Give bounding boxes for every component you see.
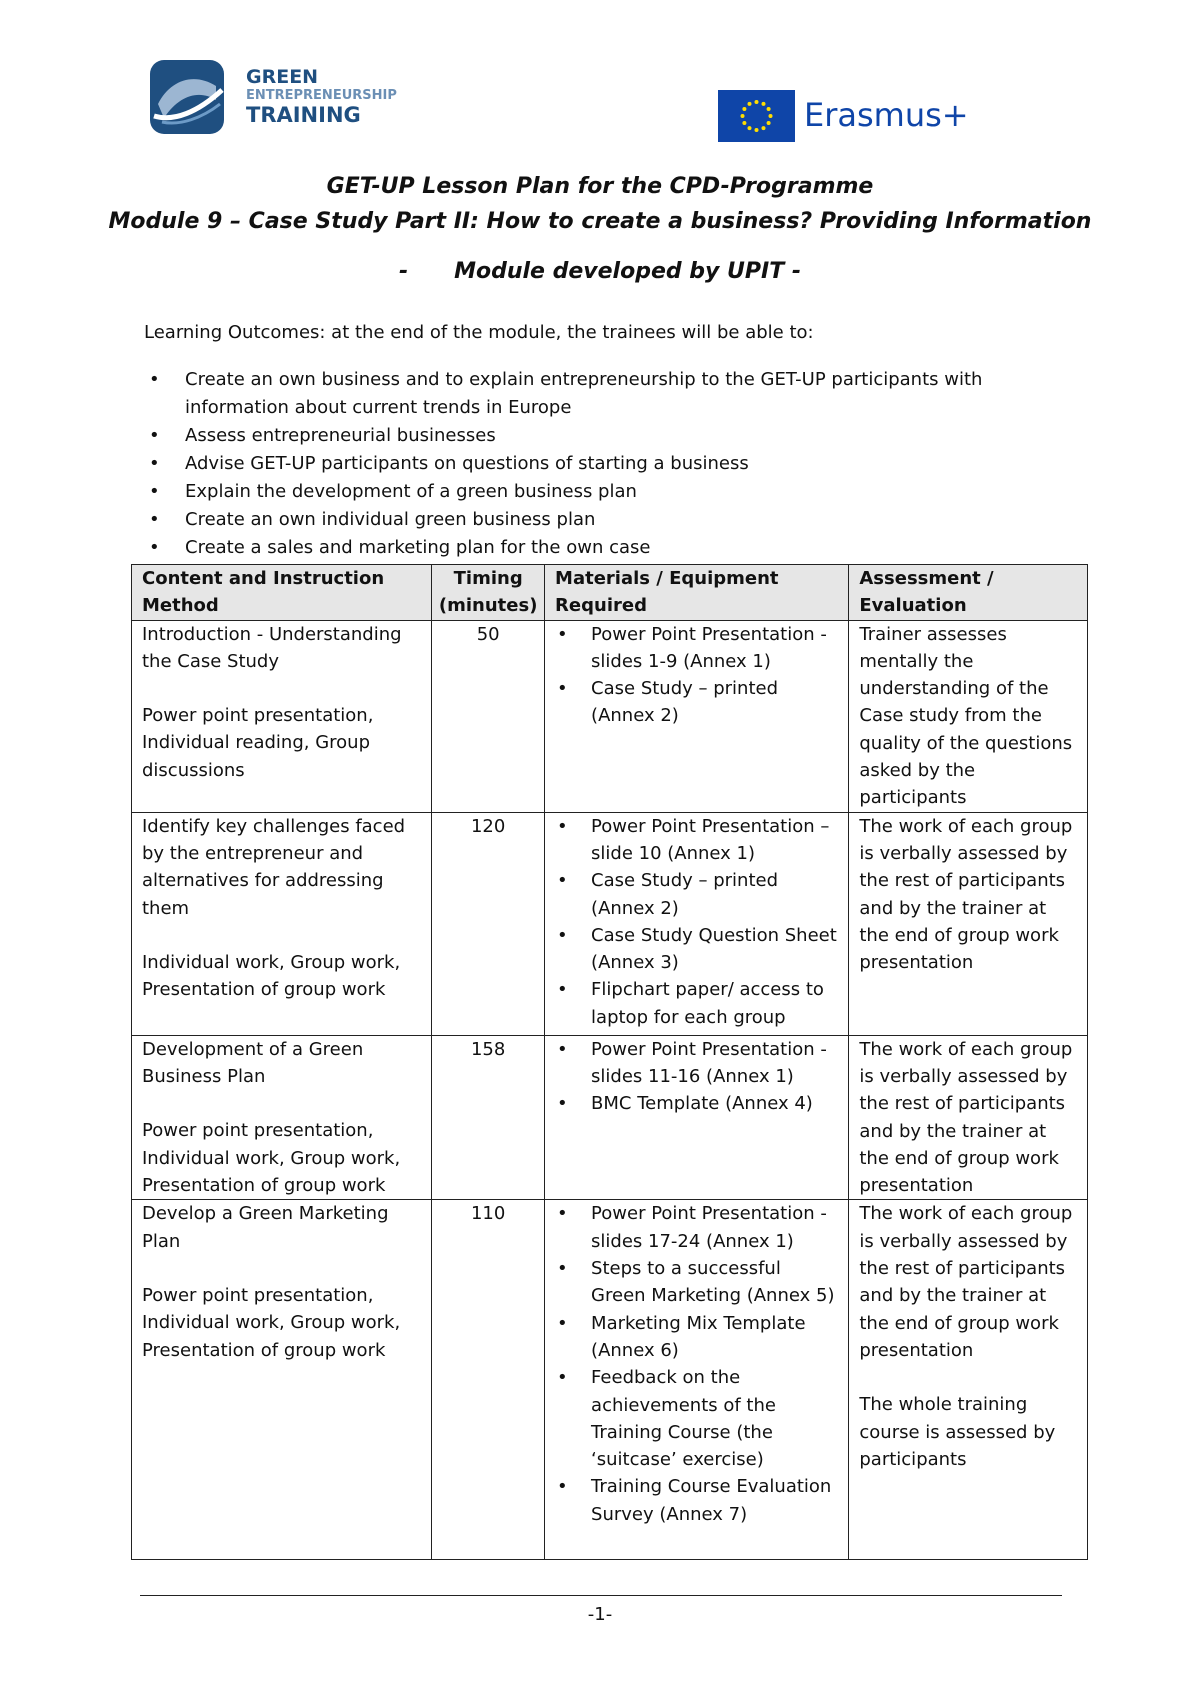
content-cell [132,620,432,812]
instruction-method: Power point presentation, Individual work, Group work, Presentation of group work [142,1285,401,1361]
timing-cell: 110 [432,1200,545,1560]
timing-cell: 50 [432,620,545,812]
table-row [132,812,1088,1035]
assessment-cell [849,1200,1088,1560]
material-item: • Case Study Question Sheet (Annex 3) [591,922,838,977]
timing-cell: 120 [432,812,545,1035]
list-item: • Create an own individual green business plan [144,506,1024,534]
learning-outcomes-intro: Learning Outcomes: at the end of the module, the trainees will be able to: [144,322,814,343]
header-materials: Materials / Equipment Required [545,565,849,621]
header-timing: Timing (minutes) [432,565,545,621]
material-item: • Steps to a successful Green Marketing (Annex 5) [591,1255,838,1310]
content-title: Identify key challenges faced by the entrepreneur and alternatives for addressing them [142,815,406,919]
assessment-cell: The work of each group is verbally assessed by the rest of participants and by the trainer at the end of group work presentation [849,1035,1088,1200]
lesson-plan-table [131,564,1088,1560]
assessment-extra: The whole training course is assessed by participants [859,1394,1056,1470]
document-title: GET-UP Lesson Plan for the CPD-Programme [326,174,874,199]
assessment-cell: Trainer assesses mentally the understanding of the Case study from the quality of the questions asked by the participants [849,620,1088,812]
logo-text-training: TRAINING [246,103,361,127]
module-title: Module 9 – Case Study Part II: How to create a business? Providing Information [108,209,1092,234]
table-header-row [132,565,1088,621]
material-item: • Training Course Evaluation Survey (Annex 7) [591,1473,838,1528]
material-item: • Power Point Presentation - slides 11-16 (Annex 1) [591,1036,838,1091]
assessment-text: The work of each group is verbally assessed by the rest of participants and by the trainer at the end of group work presentation [859,1203,1073,1361]
materials-cell [545,812,849,1035]
timing-cell: 158 [432,1035,545,1200]
material-item: • Power Point Presentation - slides 17-24 (Annex 1) [591,1200,838,1255]
instruction-method: Power point presentation, Individual reading, Group discussions [142,705,374,781]
material-item: • Flipchart paper/ access to laptop for each group [591,976,838,1031]
instruction-method: Power point presentation, Individual work, Group work, Presentation of group work [142,1120,401,1196]
material-item: • Case Study – printed (Annex 2) [591,675,838,730]
page-number: -1- [587,1604,613,1625]
content-cell [132,1200,432,1560]
materials-cell [545,1035,849,1200]
content-title: Development of a Green Business Plan [142,1038,364,1087]
list-item: • Assess entrepreneurial businesses [144,422,1024,450]
material-item: • Marketing Mix Template (Annex 6) [591,1310,838,1365]
header-assessment: Assessment / Evaluation [849,565,1088,621]
list-item: • Create a sales and marketing plan for the own case [144,534,1024,562]
material-item: • Power Point Presentation - slides 1-9 (Annex 1) [591,621,838,676]
get-logo [150,60,397,136]
content-title: Introduction - Understanding the Case Study [142,623,402,672]
module-developer: - Module developed by UPIT - [398,259,801,284]
eu-flag-icon [718,90,795,142]
list-item: • Explain the development of a green business plan [144,478,1024,506]
material-item: • Feedback on the achievements of the Training Course (the ‘suitcase’ exercise) [591,1364,838,1473]
footer-rule [140,1595,1062,1596]
materials-cell [545,1200,849,1560]
learning-outcomes-list [144,366,1024,562]
materials-cell [545,620,849,812]
list-item: • Advise GET-UP participants on questions of starting a business [144,450,1024,478]
table-row [132,1200,1088,1560]
table-row [132,620,1088,812]
list-item: • Create an own business and to explain entrepreneurship to the GET-UP participants with information about current trends in Europe [144,366,1024,422]
header-content-method: Content and Instruction Method [132,565,432,621]
get-logo-mark [150,60,224,134]
erasmus-logo [718,90,978,142]
logo-text-green: GREEN [246,66,319,88]
content-cell [132,812,432,1035]
table-row [132,1035,1088,1200]
material-item: • Case Study – printed (Annex 2) [591,867,838,922]
material-item: • BMC Template (Annex 4) [591,1090,838,1117]
instruction-method: Individual work, Group work, Presentation of group work [142,951,401,1001]
assessment-cell: The work of each group is verbally assessed by the rest of participants and by the trainer at the end of group work presentation [849,812,1088,1035]
content-cell [132,1035,432,1200]
logo-text-entrepreneurship: ENTREPRENEURSHIP [246,88,397,103]
material-item: • Power Point Presentation – slide 10 (Annex 1) [591,813,838,868]
content-title: Develop a Green Marketing Plan [142,1203,389,1252]
erasmus-wordmark: Erasmus+ [804,96,969,134]
